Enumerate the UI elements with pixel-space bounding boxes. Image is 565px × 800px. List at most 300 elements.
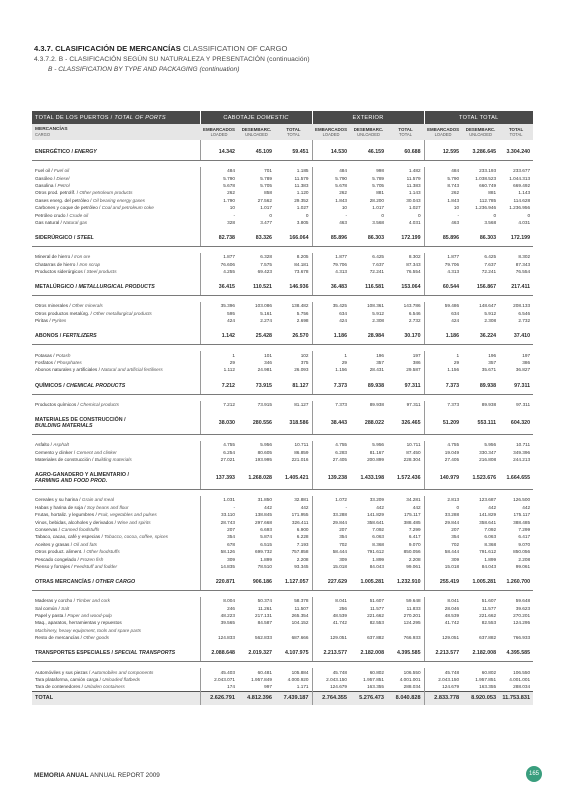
row-value: 1.143 xyxy=(408,190,421,196)
cargo-table xyxy=(32,111,533,705)
row-value: 27.021 xyxy=(200,456,238,463)
row-value: 354 xyxy=(200,533,238,540)
section-row xyxy=(32,140,533,161)
row-value: 60.481 xyxy=(257,669,272,675)
row-value: 78.510 xyxy=(257,563,272,569)
row-label: Fuel oil / Fuel oil xyxy=(35,168,70,174)
row-value: 0 xyxy=(381,212,385,218)
row-value: 2.043.071 xyxy=(200,676,238,683)
row-value: 0 xyxy=(269,212,272,218)
row-value: 4.031 xyxy=(408,219,421,225)
total-label: TOTAL xyxy=(32,691,200,705)
row-value: 87.343 xyxy=(406,261,421,267)
row-value: 72.241 xyxy=(369,269,385,275)
section-label-es: MATERIALES DE CONSTRUCCIÓN xyxy=(35,416,123,423)
row-value: 141.829 xyxy=(479,512,497,518)
row-value: - xyxy=(200,504,238,511)
table-row xyxy=(32,563,533,570)
table-row xyxy=(32,627,533,634)
row-label-en: Other minerals xyxy=(72,303,103,309)
section-value: 1.186 xyxy=(424,324,462,345)
section-row xyxy=(32,463,533,490)
section-value: 28.984 xyxy=(350,324,387,345)
row-value: 388.485 xyxy=(403,519,421,525)
row-value: 35.671 xyxy=(481,367,497,373)
row-value: 5.678 xyxy=(312,182,350,189)
section-subtitle-en: B - CLASSIFICATION BY TYPE AND PACKAGING (continuation) xyxy=(48,66,240,73)
row-value: 1 xyxy=(312,351,350,358)
row-value: 29.587 xyxy=(406,367,421,373)
row-label-es: Abonos naturales y artificiales xyxy=(35,367,98,373)
total-value: 7.439.187 xyxy=(275,691,312,705)
row-value: 33.209 xyxy=(369,497,385,503)
column-header: DESEMBARC. UNLOADED xyxy=(350,124,387,140)
row-label-es: Mineral de hierro xyxy=(35,254,71,260)
row-label: Chatarras de hierro / Iron scrap xyxy=(35,261,101,267)
row-value: 7.373 xyxy=(424,401,462,408)
row-label xyxy=(32,619,200,626)
row-label-es: Potasas xyxy=(35,352,52,358)
row-label: Gas natural / Natural gas xyxy=(35,219,88,225)
table-row xyxy=(32,504,533,511)
row-value: 27.405 xyxy=(424,456,462,463)
row-value: 10 xyxy=(200,204,238,211)
row-value: 124.295 xyxy=(513,620,531,626)
row-value: 1.038.523 xyxy=(475,175,497,181)
table-row xyxy=(32,456,533,463)
row-value: 358.641 xyxy=(367,519,385,525)
row-label-en: Other foodstuffs xyxy=(86,549,120,555)
section-label-en: METALLURGICAL PRODUCTS xyxy=(78,284,155,291)
row-value xyxy=(350,627,387,634)
table-row xyxy=(32,526,533,533)
row-value: 634 xyxy=(312,310,350,317)
row-value: 3.568 xyxy=(484,219,497,225)
row-value: 7.299 xyxy=(518,526,531,532)
row-value: 2.208 xyxy=(518,556,531,562)
row-value: 11.579 xyxy=(294,175,309,181)
row-value: 309 xyxy=(312,555,350,562)
row-value: 442 xyxy=(376,504,385,510)
row-value: 50.374 xyxy=(257,598,272,604)
row-value: 424 xyxy=(424,317,462,324)
row-value: 1.957.851 xyxy=(363,677,385,683)
row-value: 105.884 xyxy=(291,669,309,675)
row-value: 27.405 xyxy=(312,456,350,463)
table-row xyxy=(32,317,533,324)
row-value: 207 xyxy=(312,526,350,533)
row-value: 484 xyxy=(312,167,350,174)
row-value: 84.181 xyxy=(294,261,309,267)
row-label-en: Soy beans and flour xyxy=(86,504,129,510)
row-value: 1.027 xyxy=(408,205,421,211)
row-label-en: Paper and wood-pulp xyxy=(67,613,112,619)
row-label-es: Gasolina xyxy=(35,182,54,188)
row-value: 41.742 xyxy=(312,619,350,626)
row-label: Piritas / Pyrites xyxy=(35,318,67,324)
row-value: 766.933 xyxy=(513,635,531,641)
row-value: 1 xyxy=(424,351,462,358)
row-value: 9.070 xyxy=(518,541,531,547)
row-label: Maderas y corcho / Timber and cork xyxy=(35,598,111,604)
row-value: 48.539 xyxy=(424,612,462,619)
section-label-es: SIDERÚRGICO xyxy=(35,235,73,242)
row-value: 1.877 xyxy=(424,253,462,260)
section-label-en: CHEMICAL PRODUCTS xyxy=(66,382,126,389)
section-value: 83.326 xyxy=(238,226,275,247)
row-value: 102 xyxy=(300,352,309,358)
column-header: EMBARCADOS LOADED xyxy=(200,124,238,140)
section-value: 172.199 xyxy=(387,226,424,247)
row-value: 87.450 xyxy=(406,449,421,455)
row-label: Aceites y grasas / Oil and fats xyxy=(35,541,98,547)
row-value: 58.444 xyxy=(424,548,462,555)
row-value: 5.756 xyxy=(296,310,309,316)
row-label: Conservas / Canned foodstuffs xyxy=(35,526,100,532)
section-value: 2.213.577 xyxy=(424,641,462,662)
row-value: 595 xyxy=(200,310,238,317)
row-value: 208.133 xyxy=(513,303,531,309)
row-value: 7.575 xyxy=(260,261,272,267)
section-label-es: ABONOS xyxy=(35,333,59,340)
row-label-es: Fosfatos xyxy=(35,360,53,366)
row-value: 357 xyxy=(376,360,385,366)
row-value: 126.500 xyxy=(513,497,531,503)
section-value: 7.373 xyxy=(424,374,462,395)
row-label-es: Tabaco, cacao, café y especias xyxy=(35,534,101,540)
row-label-es: Materiales de construcción xyxy=(35,457,91,462)
row-value: 442 xyxy=(264,504,272,510)
row-label-en: Diesel xyxy=(56,175,70,181)
table-header-bar xyxy=(32,111,533,124)
footer xyxy=(34,772,160,779)
row-value: 148.647 xyxy=(479,303,497,309)
section-label-en: FERTILIZERS xyxy=(62,333,97,340)
row-value: 1.017 xyxy=(260,205,272,211)
row-label: Productos siderúrgicos / Steel products xyxy=(35,269,117,275)
section-label: ABONOS / FERTILIZERS xyxy=(32,324,200,345)
row-value: 76.606 xyxy=(200,261,238,268)
row-value: 4.313 xyxy=(424,268,462,275)
section-label: MATERIALES DE CONSTRUCCIÓN / BUILDING MATERIALS xyxy=(32,408,200,435)
section-row xyxy=(32,641,533,662)
section-title-es: 4.3.7. CLASIFICACIÓN DE MERCANCÍAS xyxy=(34,44,181,53)
row-value: 270.201 xyxy=(513,613,531,619)
row-label-en: Automobiles and components xyxy=(91,669,154,675)
row-value: 217.131 xyxy=(255,613,272,619)
row-value: 1.899 xyxy=(260,556,272,562)
total-value: 8.920.053 xyxy=(462,691,499,705)
row-value: 10.711 xyxy=(516,442,531,448)
row-value: 1.044.313 xyxy=(509,175,531,181)
row-label-en: Timber and cork xyxy=(76,598,111,604)
section-label-es: QUÍMICOS xyxy=(35,382,62,389)
row-value: 7.299 xyxy=(408,526,421,532)
row-value: 174 xyxy=(200,683,238,691)
row-value: 106.550 xyxy=(403,669,421,675)
row-value: 104.152 xyxy=(291,620,309,626)
row-value: 309 xyxy=(200,555,238,562)
table-row xyxy=(32,605,533,612)
row-value: 0 xyxy=(527,212,531,218)
section-value: 14.342 xyxy=(200,140,238,161)
row-value: 346 xyxy=(264,360,272,366)
row-label: Tabaco, cacao, café y especias / Tobacco, cocoa, coffee, spices xyxy=(35,534,169,540)
section-value: 2.019.327 xyxy=(238,641,275,662)
row-label-es: Vinos, bebidas, alcoholes y derivados xyxy=(35,519,114,525)
table-row xyxy=(32,518,533,525)
row-value: 8.004 xyxy=(200,597,238,604)
row-value: 207 xyxy=(200,526,238,533)
row-value: 2.274 xyxy=(260,318,272,324)
row-value: 29.844 xyxy=(312,518,350,525)
row-value: 424 xyxy=(200,317,238,324)
row-label-en: Fruit, vegetables and pulses xyxy=(98,512,157,518)
row-value: 0 xyxy=(305,212,309,218)
row-value: 4.255 xyxy=(200,268,238,275)
section-value: 280.556 xyxy=(238,408,275,435)
table-row xyxy=(32,302,533,309)
row-value: 1.031 xyxy=(200,496,238,503)
row-value: 4.755 xyxy=(200,441,238,448)
row-value: 28.431 xyxy=(369,367,385,373)
row-value: 678 xyxy=(200,541,238,548)
section-value: 2.213.577 xyxy=(312,641,350,662)
table-row xyxy=(32,366,533,373)
row-value: 4.001.001 xyxy=(399,677,421,683)
section-value: 326.465 xyxy=(387,408,424,435)
total-value: 8.040.828 xyxy=(387,691,424,705)
row-value: 6.425 xyxy=(372,254,385,260)
row-value: 7.212 xyxy=(200,401,238,408)
row-label-en: Natural and artificial fertilisers xyxy=(101,367,163,373)
row-value: 0 xyxy=(424,504,462,511)
row-value: 5.912 xyxy=(484,310,497,316)
section-label: OTRAS MERCANCÍAS / OTHER CARGO xyxy=(32,570,200,591)
row-value: 757.858 xyxy=(291,549,309,555)
row-value: 7.373 xyxy=(312,401,350,408)
row-value: 129.051 xyxy=(424,634,462,641)
section-value: 1.268.028 xyxy=(238,463,275,490)
section-value: 89.938 xyxy=(350,374,387,395)
row-label-en: Other petroleum products xyxy=(79,190,133,196)
row-value: 124.833 xyxy=(200,634,238,641)
footer-title: MEMORIA ANUAL xyxy=(34,772,89,779)
section-value: 73.915 xyxy=(238,374,275,395)
row-value: 2.043.150 xyxy=(312,676,350,683)
row-value: 442 xyxy=(300,504,309,510)
section-value: 37.410 xyxy=(499,324,533,345)
row-value: 388.485 xyxy=(513,519,531,525)
row-label-en: Salt xyxy=(61,605,70,611)
row-value: 7.637 xyxy=(372,261,385,267)
row-label-es: Cemento y clinker xyxy=(35,449,73,455)
row-value: 8.743 xyxy=(424,182,462,189)
row-value xyxy=(387,627,424,634)
column-header: TOTAL TOTAL xyxy=(275,124,312,140)
row-value: 288.034 xyxy=(513,684,531,690)
row-value: 193.995 xyxy=(255,457,272,462)
row-label-en: Canned foodstuffs xyxy=(61,526,100,532)
row-value: 7.637 xyxy=(484,261,497,267)
row-value: 1.112 xyxy=(200,366,238,373)
row-value: 850.056 xyxy=(513,549,531,555)
section-value: 116.581 xyxy=(350,275,387,296)
table-body xyxy=(32,140,533,705)
section-label: AGRO-GANADERO Y ALIMENTARIO / FARMING AND FOOD PROD. xyxy=(32,463,200,490)
section-value: 36.415 xyxy=(200,275,238,296)
section-value: 153.064 xyxy=(387,275,424,296)
row-value: 2.043.150 xyxy=(424,676,462,683)
row-value: 141.829 xyxy=(367,512,385,518)
section-value: 97.311 xyxy=(387,374,424,395)
row-label-en: Tobacco, cocoa, coffee, spices xyxy=(104,534,169,540)
row-value: 143.786 xyxy=(403,303,421,309)
row-value: 89.938 xyxy=(369,401,385,407)
row-value: 29 xyxy=(424,359,462,366)
section-value: 1.186 xyxy=(312,324,350,345)
row-value: 8.368 xyxy=(372,541,385,547)
section-label: ENERGÉTICO / ENERGY xyxy=(32,140,200,161)
row-value: 93.345 xyxy=(294,563,309,569)
row-label-en: Petrol xyxy=(57,182,70,188)
table-row xyxy=(32,634,533,641)
row-value: 33.110 xyxy=(200,511,238,518)
row-label-en: Machinery, heavy equipment, tools and spare parts xyxy=(35,627,141,633)
page-number-badge: 165 xyxy=(526,766,542,782)
row-label-es: Chatarras de hierro xyxy=(35,261,76,267)
row-value: 7.092 xyxy=(372,526,385,532)
section-value: 25.428 xyxy=(238,324,275,345)
row-value: - xyxy=(312,211,350,218)
row-value: 262 xyxy=(312,189,350,196)
row-label: Gasolina / Petrol xyxy=(35,182,70,188)
row-value: 1.957.851 xyxy=(475,677,497,683)
row-value: 123.687 xyxy=(479,497,497,503)
column-header: TOTAL TOTAL xyxy=(499,124,533,140)
row-label: Otros product. aliment. / Other foodstuffs xyxy=(35,549,120,555)
row-value: 73.678 xyxy=(294,269,309,275)
row-label-en: Phosphates xyxy=(56,360,82,366)
row-value: 3.568 xyxy=(372,219,385,225)
section-value: 14.530 xyxy=(312,140,350,161)
row-value: 7.193 xyxy=(296,541,309,547)
total-value: 5.276.473 xyxy=(350,691,387,705)
table-row xyxy=(32,683,533,691)
section-value: 3.304.240 xyxy=(499,140,533,161)
row-value: 138.482 xyxy=(291,303,309,309)
row-value: 424 xyxy=(312,317,350,324)
row-value: 442 xyxy=(412,504,421,510)
row-value: 11.383 xyxy=(406,182,421,188)
row-value: 8.368 xyxy=(484,541,497,547)
section-row xyxy=(32,324,533,345)
section-value: 4.395.585 xyxy=(387,641,424,662)
row-label-en: Feedstuff and fodder xyxy=(73,563,118,569)
section-subtitle: 4.3.7.2. B - CLASIFICACIÓN SEGÚN SU NATURALEZA Y PRESENTACIÓN (continuación) xyxy=(34,56,310,63)
row-value: 1.877 xyxy=(312,253,350,260)
section-value: 60.688 xyxy=(387,140,424,161)
row-value: 1.017 xyxy=(372,205,385,211)
row-value: 2.813 xyxy=(424,496,462,503)
row-label-en: Pyrites xyxy=(51,318,67,324)
row-value: 386 xyxy=(522,360,531,366)
row-label-en: Frozen fish xyxy=(80,556,104,562)
section-value: 1.005.281 xyxy=(350,570,387,591)
row-value: 6.417 xyxy=(408,534,421,540)
row-value: 171.955 xyxy=(291,512,309,518)
row-value: 5.874 xyxy=(260,534,272,540)
row-value: 4.001.001 xyxy=(509,677,531,683)
row-label-es: Automóviles y sus piezas xyxy=(35,669,88,675)
row-label: Automóviles y sus piezas / Automobiles and components xyxy=(35,669,154,675)
table-row xyxy=(32,167,533,174)
table-row xyxy=(32,511,533,518)
row-value: 328 xyxy=(200,219,238,226)
row-value: 84.043 xyxy=(481,563,497,569)
row-value: 330.347 xyxy=(479,449,497,455)
section-row xyxy=(32,570,533,591)
row-label-en: Other metallurgical products xyxy=(93,310,152,316)
section-value: 7.212 xyxy=(200,374,238,395)
row-label-en: Natural gas xyxy=(63,219,88,225)
section-label-en: ENERGY xyxy=(74,149,97,155)
section-value: 1.005.281 xyxy=(462,570,499,591)
row-value: 702 xyxy=(424,541,462,548)
section-title-en: CLASSIFICATION OF CARGO xyxy=(182,44,288,53)
row-value: 997 xyxy=(264,684,272,690)
row-label-en: Building materials xyxy=(94,457,132,462)
row-value: - xyxy=(312,504,350,511)
row-value: 2.208 xyxy=(408,556,421,562)
table-row xyxy=(32,496,533,503)
table-row xyxy=(32,351,533,358)
row-value: 354 xyxy=(424,533,462,540)
row-label: Gasóleo / Diesel xyxy=(35,175,70,181)
column-header: DESEMBARC. UNLOADED xyxy=(462,124,499,140)
row-label-es: Pescado congelado xyxy=(35,556,77,562)
row-value: 357 xyxy=(488,360,497,366)
row-value: 28.046 xyxy=(424,605,462,612)
row-label: Materiales de construcción / Building materials xyxy=(35,457,132,462)
row-value: 1.482 xyxy=(408,168,421,174)
row-value: 4.313 xyxy=(312,268,350,275)
row-value: 15.018 xyxy=(424,563,462,570)
page-heading xyxy=(34,44,531,73)
section-value: 110.521 xyxy=(238,275,275,296)
row-label-en: Grain and meal xyxy=(81,497,114,503)
row-value: 1.843 xyxy=(424,197,462,204)
row-value: - xyxy=(424,211,462,218)
row-value: 1.236.956 xyxy=(509,205,531,211)
row-value: 6.515 xyxy=(260,541,272,547)
table-row xyxy=(32,211,533,218)
section-value: 46.159 xyxy=(350,140,387,161)
section-label-es: ENERGÉTICO xyxy=(35,149,71,155)
row-label-es: Piritas xyxy=(35,318,49,324)
row-value: 221.662 xyxy=(367,613,385,619)
row-label-es: Gases energ. del petróleo xyxy=(35,197,89,203)
row-value: 221.662 xyxy=(479,613,497,619)
row-value: 2.308 xyxy=(484,318,497,324)
row-value: 81.167 xyxy=(369,449,385,455)
table-row xyxy=(32,548,533,555)
row-value: 11.507 xyxy=(294,605,309,611)
table-row xyxy=(32,533,533,540)
row-value: 11.383 xyxy=(294,182,309,188)
row-value: 0 xyxy=(493,212,497,218)
row-value: 72.241 xyxy=(481,269,497,275)
